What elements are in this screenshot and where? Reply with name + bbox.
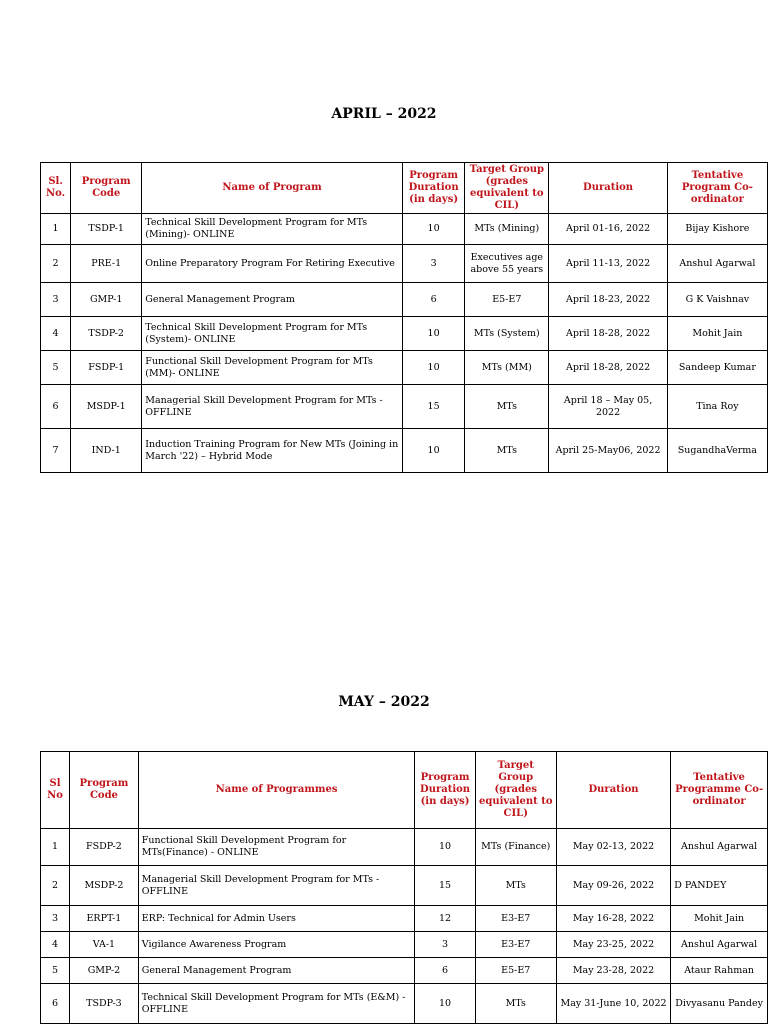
cell-name: Technical Skill Development Program for MTs (Mining)- ONLINE bbox=[142, 214, 403, 245]
cell-sl: 3 bbox=[41, 283, 71, 317]
cell-target: MTs (Finance) bbox=[475, 829, 556, 866]
cell-duration: May 09-26, 2022 bbox=[556, 866, 670, 906]
cell-name: General Management Program bbox=[138, 958, 415, 984]
cell-target: Executives age above 55 years bbox=[465, 245, 549, 283]
cell-days: 10 bbox=[415, 984, 475, 1024]
cell-target: MTs bbox=[475, 866, 556, 906]
cell-sl: 5 bbox=[41, 351, 71, 385]
cell-sl: 1 bbox=[41, 214, 71, 245]
cell-duration: April 18-28, 2022 bbox=[549, 317, 667, 351]
col-header-code: Program Code bbox=[71, 163, 142, 214]
cell-code: FSDP-1 bbox=[71, 351, 142, 385]
cell-name: Technical Skill Development Program for MTs (E&M) - OFFLINE bbox=[138, 984, 415, 1024]
cell-duration: April 18 – May 05, 2022 bbox=[549, 385, 667, 429]
col-header-name: Name of Program bbox=[142, 163, 403, 214]
table-header-row bbox=[41, 163, 768, 214]
cell-target: MTs bbox=[465, 385, 549, 429]
cell-code: TSDP-2 bbox=[71, 317, 142, 351]
cell-coordinator: Mohit Jain bbox=[667, 317, 767, 351]
table-row bbox=[41, 351, 768, 385]
col-header-sl: Sl No bbox=[41, 752, 70, 829]
cell-code: TSDP-3 bbox=[70, 984, 139, 1024]
cell-sl: 1 bbox=[41, 829, 70, 866]
cell-sl: 4 bbox=[41, 317, 71, 351]
cell-days: 3 bbox=[402, 245, 464, 283]
cell-duration: April 01-16, 2022 bbox=[549, 214, 667, 245]
cell-coordinator: Ataur Rahman bbox=[671, 958, 768, 984]
cell-days: 12 bbox=[415, 906, 475, 932]
cell-coordinator: Anshul Agarwal bbox=[667, 245, 767, 283]
col-header-days: Program Duration (in days) bbox=[402, 163, 464, 214]
cell-sl: 4 bbox=[41, 932, 70, 958]
cell-name: Managerial Skill Development Program for MTs - OFFLINE bbox=[138, 866, 415, 906]
april-title: APRIL – 2022 bbox=[331, 106, 437, 122]
col-header-code: Program Code bbox=[70, 752, 139, 829]
table-row bbox=[41, 214, 768, 245]
cell-name: Managerial Skill Development Program for MTs - OFFLINE bbox=[142, 385, 403, 429]
cell-name: Online Preparatory Program For Retiring Executive bbox=[142, 245, 403, 283]
may-schedule-table bbox=[40, 751, 768, 1024]
cell-target: E3-E7 bbox=[475, 932, 556, 958]
table-row bbox=[41, 866, 768, 906]
table-row bbox=[41, 385, 768, 429]
cell-code: ERPT-1 bbox=[70, 906, 139, 932]
cell-days: 15 bbox=[415, 866, 475, 906]
cell-code: GMP-2 bbox=[70, 958, 139, 984]
cell-target: E5-E7 bbox=[475, 958, 556, 984]
cell-days: 10 bbox=[402, 317, 464, 351]
cell-code: FSDP-2 bbox=[70, 829, 139, 866]
cell-code: MSDP-1 bbox=[71, 385, 142, 429]
cell-target: MTs bbox=[465, 429, 549, 473]
cell-code: MSDP-2 bbox=[70, 866, 139, 906]
cell-days: 10 bbox=[402, 351, 464, 385]
cell-duration: May 23-25, 2022 bbox=[556, 932, 670, 958]
cell-target: E3-E7 bbox=[475, 906, 556, 932]
cell-days: 3 bbox=[415, 932, 475, 958]
cell-coordinator: Tina Roy bbox=[667, 385, 767, 429]
cell-coordinator: Mohit Jain bbox=[671, 906, 768, 932]
cell-coordinator: Anshul Agarwal bbox=[671, 932, 768, 958]
table-row bbox=[41, 429, 768, 473]
cell-name: Vigilance Awareness Program bbox=[138, 932, 415, 958]
table-row bbox=[41, 317, 768, 351]
cell-days: 10 bbox=[415, 829, 475, 866]
cell-name: ERP: Technical for Admin Users bbox=[138, 906, 415, 932]
may-title: MAY – 2022 bbox=[338, 694, 430, 710]
cell-name: Technical Skill Development Program for MTs (System)- ONLINE bbox=[142, 317, 403, 351]
cell-duration: May 23-28, 2022 bbox=[556, 958, 670, 984]
table-row bbox=[41, 829, 768, 866]
cell-code: PRE-1 bbox=[71, 245, 142, 283]
cell-sl: 2 bbox=[41, 245, 71, 283]
cell-target: MTs (System) bbox=[465, 317, 549, 351]
cell-target: MTs bbox=[475, 984, 556, 1024]
col-header-target: Target Group (grades equivalent to CIL) bbox=[475, 752, 556, 829]
cell-name: General Management Program bbox=[142, 283, 403, 317]
col-header-name: Name of Programmes bbox=[138, 752, 415, 829]
april-schedule-table bbox=[40, 162, 768, 473]
cell-code: VA-1 bbox=[70, 932, 139, 958]
cell-sl: 7 bbox=[41, 429, 71, 473]
cell-days: 10 bbox=[402, 214, 464, 245]
cell-coordinator: G K Vaishnav bbox=[667, 283, 767, 317]
table-row bbox=[41, 906, 768, 932]
table-row bbox=[41, 283, 768, 317]
table-row bbox=[41, 984, 768, 1024]
cell-sl: 3 bbox=[41, 906, 70, 932]
cell-coordinator: D PANDEY bbox=[671, 866, 768, 906]
cell-coordinator: Divyasanu Pandey bbox=[671, 984, 768, 1024]
cell-coordinator: Bijay Kishore bbox=[667, 214, 767, 245]
table-header-row bbox=[41, 752, 768, 829]
cell-sl: 5 bbox=[41, 958, 70, 984]
cell-duration: April 18-28, 2022 bbox=[549, 351, 667, 385]
col-header-coordinator: Tentative Program Co-ordinator bbox=[667, 163, 767, 214]
cell-duration: May 02-13, 2022 bbox=[556, 829, 670, 866]
cell-days: 10 bbox=[402, 429, 464, 473]
table-row bbox=[41, 932, 768, 958]
cell-coordinator: Anshul Agarwal bbox=[671, 829, 768, 866]
cell-code: GMP-1 bbox=[71, 283, 142, 317]
table-row bbox=[41, 958, 768, 984]
cell-code: IND-1 bbox=[71, 429, 142, 473]
cell-coordinator: SugandhaVerma bbox=[667, 429, 767, 473]
cell-name: Functional Skill Development Program for MTs (MM)- ONLINE bbox=[142, 351, 403, 385]
cell-sl: 6 bbox=[41, 385, 71, 429]
cell-days: 6 bbox=[415, 958, 475, 984]
cell-code: TSDP-1 bbox=[71, 214, 142, 245]
col-header-target: Target Group (grades equivalent to CIL) bbox=[465, 163, 549, 214]
col-header-coordinator: Tentative Programme Co-ordinator bbox=[671, 752, 768, 829]
cell-duration: April 25-May06, 2022 bbox=[549, 429, 667, 473]
col-header-days: Program Duration (in days) bbox=[415, 752, 475, 829]
cell-sl: 2 bbox=[41, 866, 70, 906]
cell-duration: April 18-23, 2022 bbox=[549, 283, 667, 317]
col-header-sl: Sl. No. bbox=[41, 163, 71, 214]
cell-coordinator: Sandeep Kumar bbox=[667, 351, 767, 385]
cell-duration: May 31-June 10, 2022 bbox=[556, 984, 670, 1024]
table-row bbox=[41, 245, 768, 283]
cell-sl: 6 bbox=[41, 984, 70, 1024]
col-header-duration: Duration bbox=[549, 163, 667, 214]
cell-name: Induction Training Program for New MTs (Joining in March '22) – Hybrid Mode bbox=[142, 429, 403, 473]
cell-duration: April 11-13, 2022 bbox=[549, 245, 667, 283]
cell-days: 15 bbox=[402, 385, 464, 429]
cell-target: E5-E7 bbox=[465, 283, 549, 317]
col-header-duration: Duration bbox=[556, 752, 670, 829]
cell-target: MTs (MM) bbox=[465, 351, 549, 385]
cell-days: 6 bbox=[402, 283, 464, 317]
cell-name: Functional Skill Development Program for MTs(Finance) - ONLINE bbox=[138, 829, 415, 866]
cell-target: MTs (Mining) bbox=[465, 214, 549, 245]
cell-duration: May 16-28, 2022 bbox=[556, 906, 670, 932]
